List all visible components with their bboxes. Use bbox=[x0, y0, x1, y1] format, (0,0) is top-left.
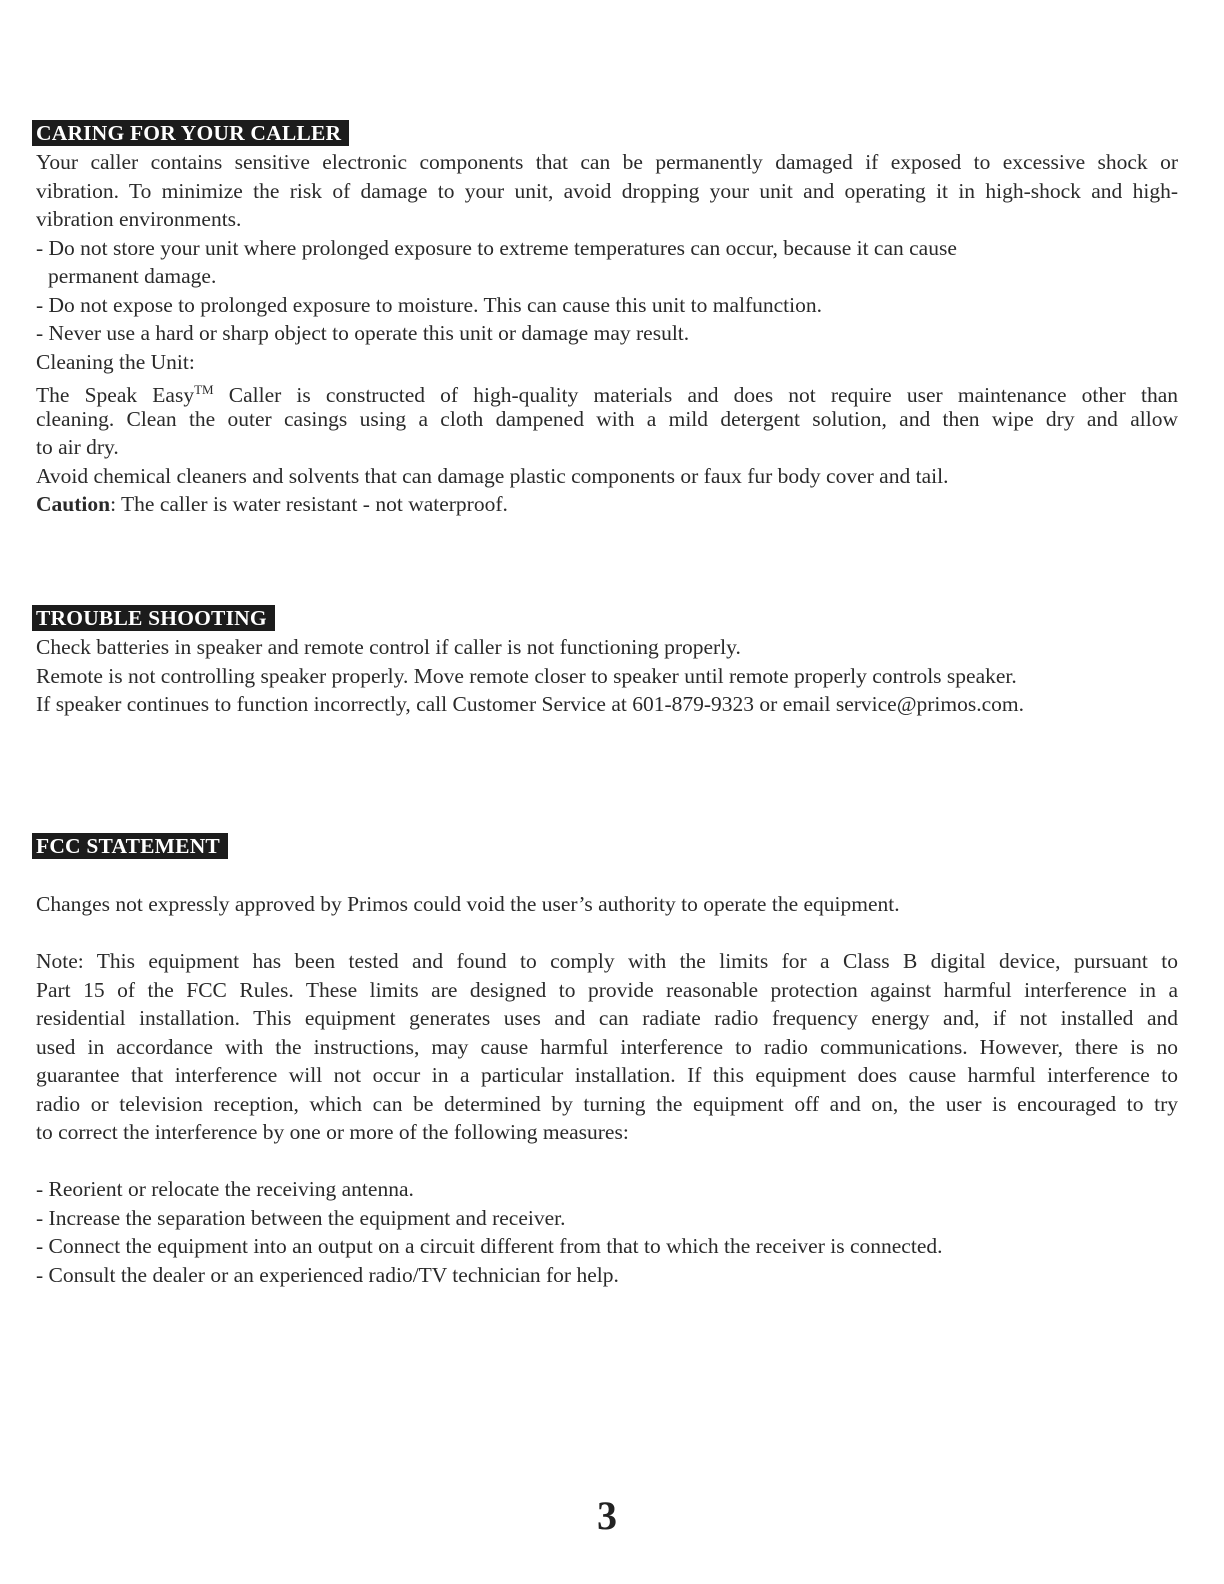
caring-heading: CARING FOR YOUR CALLER bbox=[32, 120, 349, 146]
caring-line-3: vibration environments. bbox=[36, 207, 242, 231]
fcc-measure-reorient: - Reorient or relocate the receiving antenna. bbox=[36, 1177, 414, 1201]
caring-bullet-moisture: - Do not expose to prolonged exposure to moisture. This can cause this unit to malfunction. bbox=[36, 293, 822, 317]
fcc-note-line-4: used in accordance with the instructions, may cause harmful interference to radio communications. However, there is no bbox=[36, 1035, 1178, 1059]
fcc-note-line-1: Note: This equipment has been tested and found to comply with the limits for a Class B digital device, pursuant to bbox=[36, 949, 1178, 973]
caution-line bbox=[36, 490, 508, 518]
troubleshooting-line-3: If speaker continues to function incorrectly, call Customer Service at 601-879-9323 or email service@primos.com. bbox=[36, 692, 1024, 716]
troubleshooting-heading: TROUBLE SHOOTING bbox=[32, 605, 275, 631]
troubleshooting-line-2: Remote is not controlling speaker properly. Move remote closer to speaker until remote properly controls speaker. bbox=[36, 664, 1017, 688]
speak-easy-text-cont: Caller is constructed of high-quality materials and does not require user maintenance other than bbox=[213, 383, 1178, 407]
fcc-note-line-3: residential installation. This equipment generates uses and can radiate radio frequency energy and, if not installed and bbox=[36, 1006, 1178, 1030]
fcc-note-line-7: to correct the interference by one or more of the following measures: bbox=[36, 1120, 629, 1144]
fcc-measure-circuit: - Connect the equipment into an output on a circuit different from that to which the receiver is connected. bbox=[36, 1234, 943, 1258]
speak-easy-text: The Speak Easy bbox=[36, 383, 195, 407]
cleaning-subheading: Cleaning the Unit: bbox=[36, 350, 195, 374]
fcc-changes-line: Changes not expressly approved by Primos could void the user’s authority to operate the equipment. bbox=[36, 892, 900, 916]
troubleshooting-line-1: Check batteries in speaker and remote control if caller is not functioning properly. bbox=[36, 635, 741, 659]
caring-line-2: vibration. To minimize the risk of damage to your unit, avoid dropping your unit and operating it in high-shock and high- bbox=[36, 179, 1178, 203]
caring-bullet-temperature-cont: permanent damage. bbox=[48, 264, 217, 288]
fcc-note-line-6: radio or television reception, which can be determined by turning the equipment off and on, the user is encouraged to try bbox=[36, 1092, 1178, 1116]
manual-page bbox=[36, 0, 1178, 1584]
cleaning-line-2: cleaning. Clean the outer casings using a cloth dampened with a mild detergent solution, and then wipe dry and allow bbox=[36, 407, 1178, 431]
fcc-heading: FCC STATEMENT bbox=[32, 833, 228, 859]
fcc-measure-separation: - Increase the separation between the equipment and receiver. bbox=[36, 1206, 566, 1230]
page-number: 3 bbox=[597, 1493, 617, 1538]
caring-bullet-temperature: - Do not store your unit where prolonged exposure to extreme temperatures can occur, because it can cause bbox=[36, 236, 957, 260]
caring-line-1: Your caller contains sensitive electronic components that can be permanently damaged if exposed to excessive shock or bbox=[36, 150, 1178, 174]
fcc-note-line-5: guarantee that interference will not occur in a particular installation. If this equipment does cause harmful interference to bbox=[36, 1063, 1178, 1087]
trademark-symbol: TM bbox=[194, 382, 214, 397]
fcc-note-line-2: Part 15 of the FCC Rules. These limits are designed to provide reasonable protection against harmful interference in a bbox=[36, 978, 1178, 1002]
cleaning-line-3: to air dry. bbox=[36, 435, 119, 459]
fcc-measure-consult: - Consult the dealer or an experienced radio/TV technician for help. bbox=[36, 1263, 619, 1287]
caring-bullet-sharp-object: - Never use a hard or sharp object to operate this unit or damage may result. bbox=[36, 321, 690, 345]
caution-label: Caution bbox=[36, 492, 111, 516]
cleaning-line-4: Avoid chemical cleaners and solvents that can damage plastic components or faux fur body cover and tail. bbox=[36, 464, 949, 488]
caution-text: : The caller is water resistant - not waterproof. bbox=[110, 492, 508, 516]
